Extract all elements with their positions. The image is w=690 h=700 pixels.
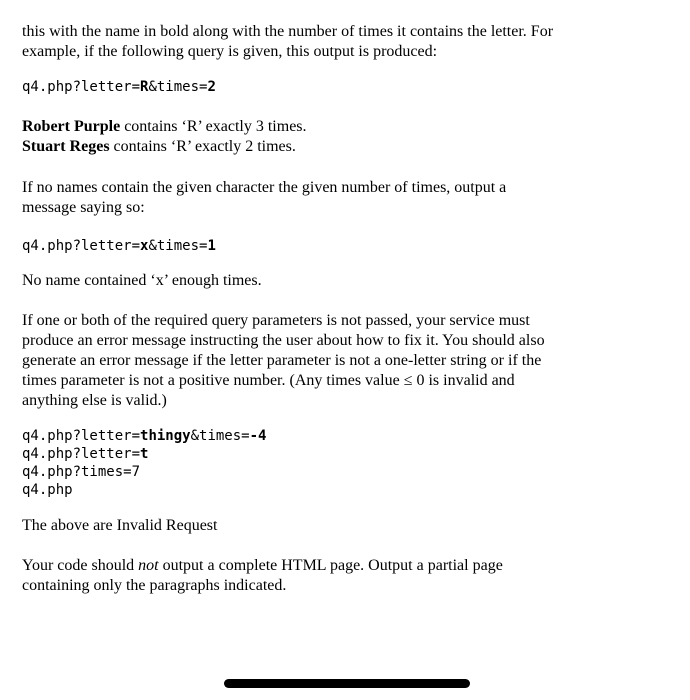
invalid-query-2: q4.php?letter=t [22, 446, 149, 462]
final-paragraph: Your code should not output a complete HTML page. Output a partial page containing only the paragraphs indicated. [22, 557, 503, 594]
name-stuart: Stuart Reges [22, 138, 110, 155]
home-indicator-bar[interactable] [224, 679, 470, 688]
name-robert: Robert Purple [22, 118, 121, 135]
output-line-1: Robert Purple contains ‘R’ exactly 3 times. [22, 118, 307, 135]
invalid-queries [22, 427, 652, 499]
intro-paragraph [22, 22, 652, 62]
intro-line-1: this with the name in bold along with the number of times it contains the letter. For [22, 23, 554, 40]
document-body [22, 22, 652, 596]
invalid-note: The above are Invalid Request [22, 517, 218, 534]
example-query-2: q4.php?letter=x&times=1 [22, 238, 216, 254]
example-output-2: No name contained ‘x’ enough times. [22, 272, 262, 289]
invalid-query-1: q4.php?letter=thingy&times=-4 [22, 428, 267, 444]
invalid-query-3: q4.php?times=7 [22, 464, 141, 480]
no-names-paragraph: If no names contain the given character the given number of times, output a message saying so: [22, 179, 507, 216]
error-paragraph: If one or both of the required query parameters is not passed, your service must produce an error message instructing the user about how to fix it. You should also generate an error message if the letter parameter is not a one-letter string or if the times parameter is not a positive number. (Any times value ≤ 0 is invalid and anything else is valid.) [22, 312, 545, 409]
example-query-1: q4.php?letter=R&times=2 [22, 79, 216, 95]
intro-line-2: example, if the following query is given, this output is produced: [22, 43, 438, 60]
example-output-1 [22, 117, 652, 157]
output-line-2: Stuart Reges contains ‘R’ exactly 2 times. [22, 138, 296, 155]
invalid-query-4: q4.php [22, 482, 73, 498]
